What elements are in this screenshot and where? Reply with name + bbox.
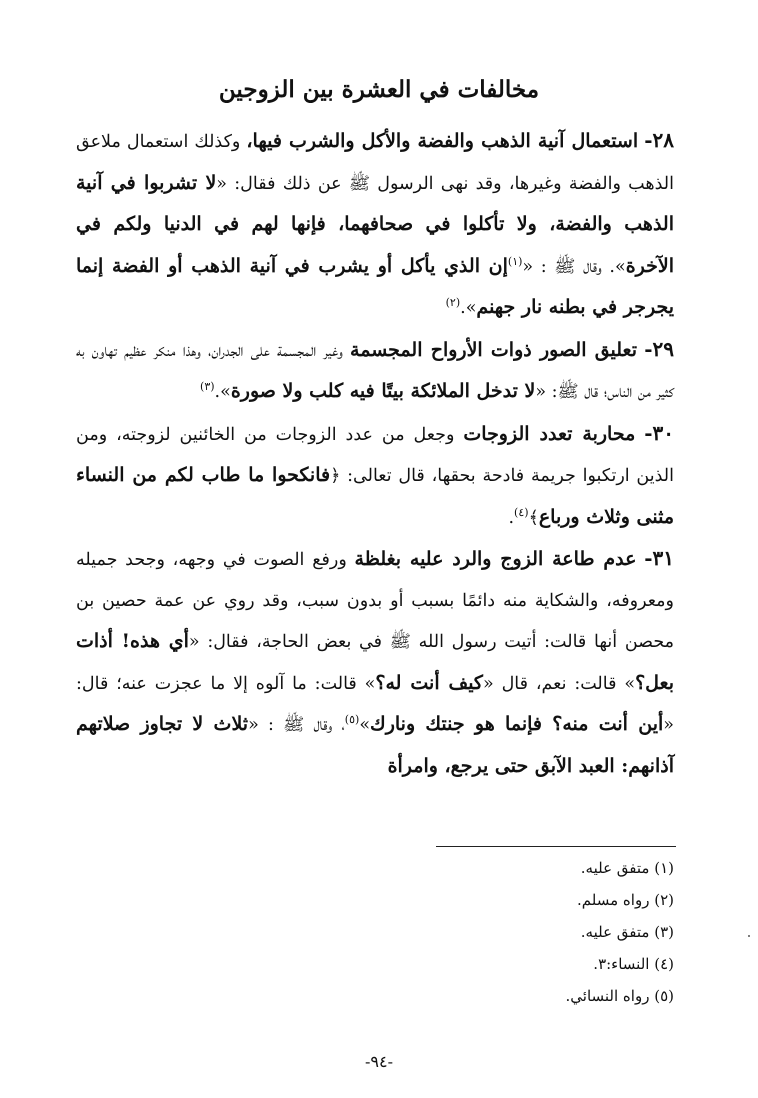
item-31	[76, 538, 674, 787]
footnote-ref: (٥)	[344, 713, 360, 727]
hadith-text: أين أنت منه؟ فإنما هو جنتك ونارك	[370, 713, 664, 735]
footnote-item: (٤) النساء:٣.	[593, 955, 674, 973]
item-text: »	[359, 715, 371, 735]
footnote-item: (١) متفق عليه.	[580, 859, 674, 877]
footnote-ref: (٣)	[200, 380, 215, 394]
item-heading: استعمال آنية الذهب والفضة والأكل والشرب فيها،	[246, 130, 639, 152]
page-title: مخالفات في العشرة بين الزوجين	[218, 76, 540, 103]
item-text: ». وقال ﷺ : «	[522, 256, 626, 277]
footnote-ref: (٢)	[445, 296, 461, 310]
footnote-item: (٢) رواه مسلم.	[577, 891, 674, 909]
footnote-item: (٥) رواه النسائي.	[565, 987, 674, 1005]
item-number: ٢٨-	[644, 128, 674, 152]
footnote-divider	[436, 846, 676, 847]
item-text: » قالت: نعم، قال «	[482, 673, 636, 694]
item-text: ، وقال ﷺ : «	[248, 715, 345, 735]
footnote-ref: (١)	[507, 254, 523, 268]
item-text: ».	[214, 382, 231, 402]
hadith-text: إن الذي يأكل أو يشرب في آنية الذهب أو الفضة إنما يجرجر في بطنه نار جهنم	[76, 254, 674, 318]
hadith-text: أي هذه! أذات بعل؟	[76, 630, 674, 694]
item-text: وغير المجسمة على الجدران، وهذا منكر عظيم تهاون به كثير من الناس؛ قال ﷺ: «	[76, 340, 674, 402]
item-text: وكذلك استعمال ملاعق الذهب والفضة وغيرها، وقد نهى الرسول ﷺ عن ذلك فقال: «	[76, 132, 674, 194]
item-29	[76, 329, 674, 413]
item-heading: تعليق الصور ذوات الأرواح المجسمة	[350, 338, 638, 361]
item-text: وجعل من عدد الزوجات من الخائنين لزوجته، ومن الذين ارتكبوا جريمة فادحة بحقها، قال تعالى: ﴿	[76, 424, 674, 486]
item-text: ورفع الصوت في وجهه، وجحد جميله ومعروفه، والشكاية منه دائمًا بسبب أو بدون سبب، وقد روي عن عمة حصين بن محصن أنها قالت: أتيت رسول الله ﷺ في بعض الحاجة، فقال: «	[76, 550, 675, 652]
item-30	[76, 413, 674, 539]
hadith-text: كيف أنت له؟	[375, 671, 483, 694]
page-number: -٩٤-	[365, 1052, 393, 1071]
footnotes-list	[274, 852, 674, 1012]
item-text: ».	[460, 298, 477, 318]
item-heading: عدم طاعة الزوج والرد عليه بغلظة	[354, 548, 637, 570]
footnote-ref: (٤)	[514, 505, 529, 519]
quran-text: فانكحوا ما طاب لكم من النساء مثنى وثلاث ورباع	[76, 464, 674, 528]
item-number: ٢٩-	[644, 336, 674, 361]
item-28	[76, 120, 674, 329]
item-number: ٣١-	[644, 546, 674, 570]
hadith-text: لا تدخل الملائكة بيتًا فيه كلب ولا صورة	[230, 380, 536, 402]
item-text: .	[508, 507, 515, 528]
hadith-text: ثلاث لا تجاوز صلاتهم آذانهم: العبد الآبق حتى يرجع، وامرأة	[76, 713, 674, 777]
footnote-item: (٣) متفق عليه.	[580, 923, 674, 941]
item-text: » قالت: ما آلوه إلا ما عجزت عنه؛ قال: «	[76, 673, 674, 735]
body-text	[76, 120, 674, 787]
item-number: ٣٠-	[644, 420, 674, 445]
hadith-text: لا تشربوا في آنية الذهب والفضة، ولا تأكلوا في صحافهما، فإنها لهم في الدنيا ولكم في الآخرة	[76, 171, 674, 277]
item-heading: محاربة تعدد الزوجات	[463, 422, 636, 445]
item-text: ﴾	[528, 507, 539, 528]
scan-speck	[748, 935, 750, 937]
